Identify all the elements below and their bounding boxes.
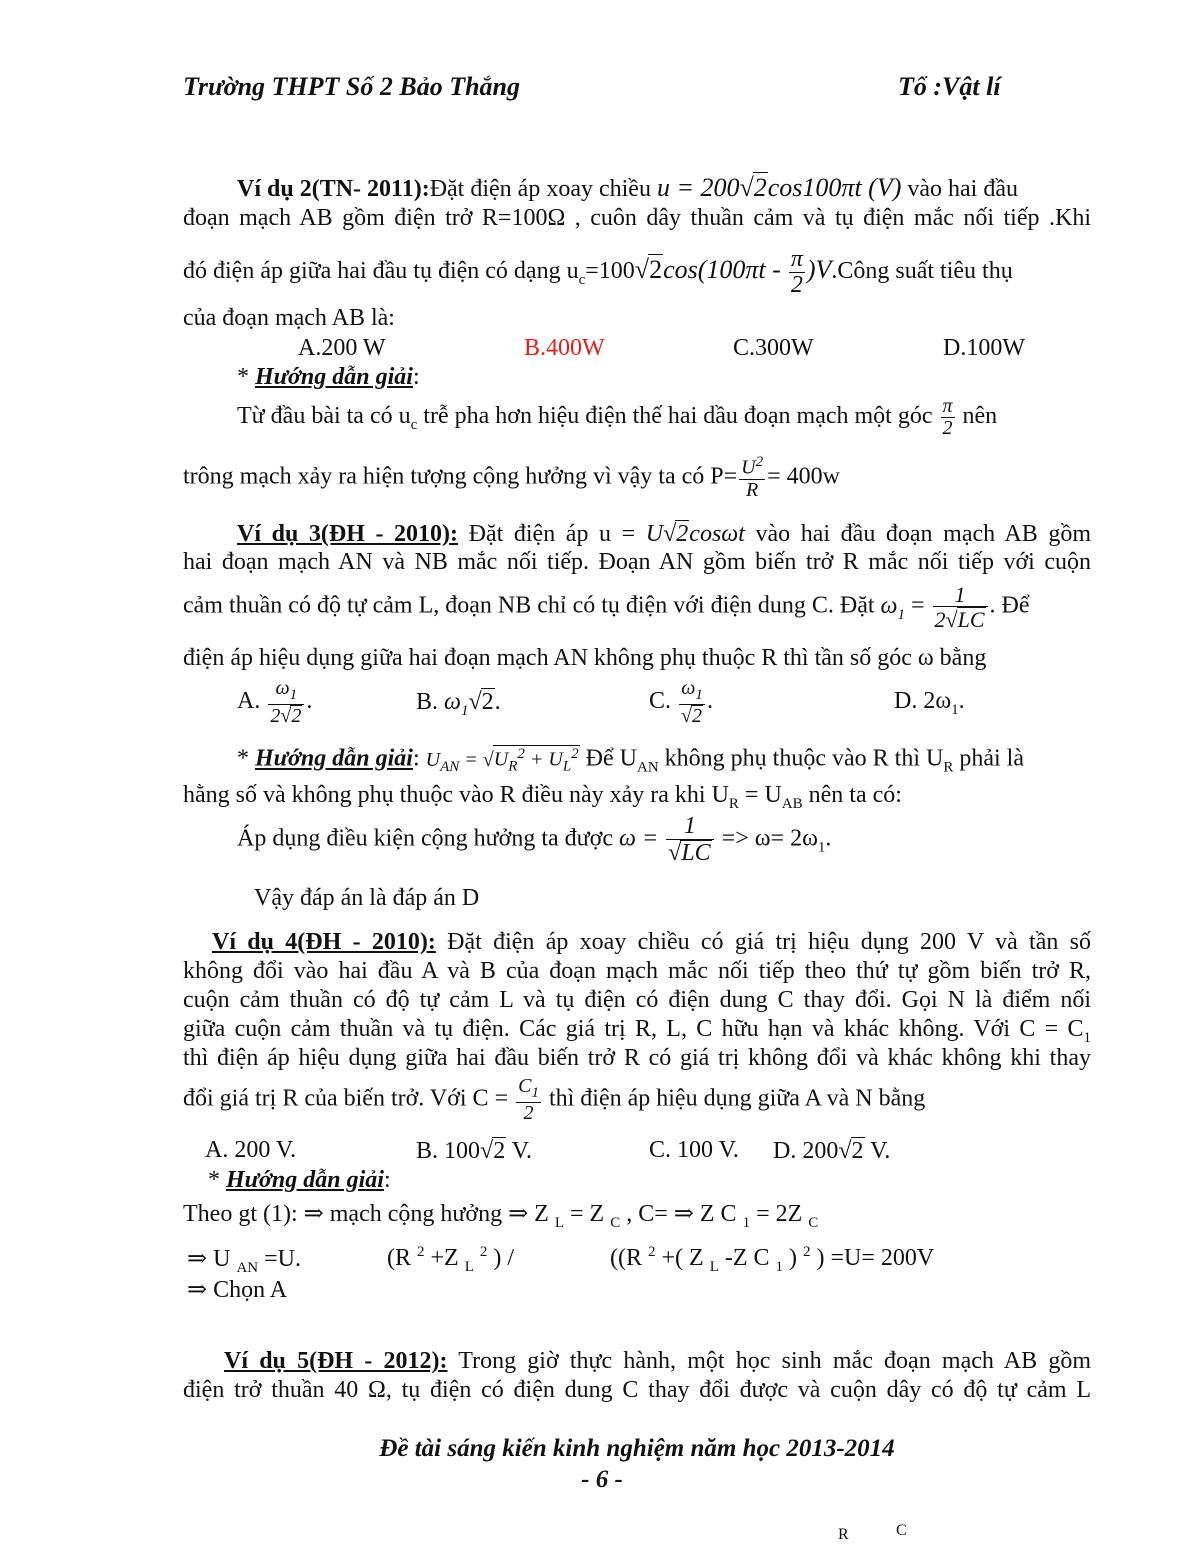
stray-label-r: R — [838, 1526, 849, 1543]
ex4-guide-heading: * Hướng dẫn giải: — [208, 1167, 391, 1193]
ex4-line-2: không đổi vào hai đầu A và B của đoạn mạch mắc nối tiếp theo thứ tự gồm biến trở R, — [183, 958, 1091, 984]
ex2-line-1: Ví dụ 2(TN- 2011):Đặt điện áp xoay chiều u = 200√2cos100πt (V) vào hai đầu — [237, 173, 1018, 202]
ex2-option-d: D.100W — [943, 335, 1025, 361]
ex4-option-d: D. 200√2 V. — [773, 1138, 891, 1164]
ex5-line-2: điện trở thuần 40 Ω, tụ điện có điện dung C thay đổi được và cuộn dây có độ tự cảm L — [183, 1377, 1091, 1403]
school-name: Trường THPT Số 2 Bảo Thắng — [183, 72, 520, 101]
footer-title: Đề tài sáng kiến kinh nghiệm năm học 2013-2014 — [379, 1435, 895, 1462]
ex2-formula: u = 200√2cos100πt (V) — [656, 173, 902, 202]
ex3-label: Ví dụ 3(ĐH - 2010): — [237, 521, 459, 547]
ex3-option-b: B. $\omega_1√2$. — [416, 689, 501, 719]
ex3-line-4: điện áp hiệu dụng giữa hai đoạn mạch AN không phụ thuộc R thì tần số góc ω bằng — [183, 645, 987, 671]
ex4-option-b: B. 100√2 V. — [416, 1138, 532, 1164]
ex4-option-a: A. 200 V. — [205, 1137, 297, 1163]
ex2-solution-1: Từ đầu bài ta có $u_c$ trễ pha hơn hiệu điện thế hai dầu đoạn mạch một góc $\frac{\pi}{2}$ nên — [237, 395, 998, 439]
ex2-option-b: B.400W — [524, 335, 605, 361]
ex3-option-c: C. $\frac{\omega_1}{√2}$ . — [649, 677, 713, 727]
ex3-option-a: A. $\frac{\omega_1}{2√2}$ . — [237, 677, 313, 727]
ex4-line-4: giữa cuộn cảm thuần và tụ điện. Các giá trị R, L, C hữu hạn và khác không. Với $C = C_1$ — [183, 1016, 1091, 1046]
ex2-solution-2: trông mạch xảy ra hiện tượng cộng hưởng vì vậy ta có P= $\frac{U^2}{R}$ = 400w — [183, 454, 840, 501]
ex2-guide-heading: * Hướng dẫn giải: — [237, 364, 420, 390]
ex4-solution-2: ⇒ U $_{AN}$ =U. — [187, 1246, 301, 1276]
ex4-line-3: cuộn cảm thuần có độ tự cảm L và tụ điện có điện dung C thay đổi. Gọi N là điểm nối — [183, 987, 1091, 1013]
ex3-solution-3: Áp dụng điều kiện cộng hưởng ta được ω = $\frac{1}{√LC}$ => $\omega= 2\omega_1$. — [237, 813, 832, 867]
ex3-line-1: Ví dụ 3(ĐH - 2010): Đặt điện áp u = U√2cosωt vào hai đầu đoạn mạch AB gồm — [237, 521, 1091, 547]
ex4-line-5: thì điện áp hiệu dụng giữa hai đầu biến trở R có giá trị không đổi và khác không khi thay — [183, 1045, 1091, 1071]
ex4-solution-2-mid: (R $^2$ +Z $_L$ $^2$ ) / — [387, 1244, 515, 1275]
ex3-line-2: hai đoạn mạch AN và NB mắc nối tiếp. Đoạn AN gồm biến trở R mắc nối tiếp với cuộn — [183, 549, 1091, 575]
ex3-guide-line: * Hướng dẫn giải: $U_{AN} = √U_R^2 + U_L^2$ Để $U_{AN}$ không phụ thuộc vào R thì $U_R$ phải là — [237, 745, 1024, 776]
ex5-label: Ví dụ 5(ĐH - 2012): — [224, 1348, 448, 1374]
ex4-label: Ví dụ 4(ĐH - 2010): — [212, 929, 436, 955]
ex4-answer: ⇒ Chọn A — [187, 1277, 288, 1303]
ex3-solution-2: hằng số và không phụ thuộc vào R điều này xảy ra khi $U_R = U_{AB}$ nên ta có: — [183, 782, 902, 812]
ex2-label: Ví dụ 2(TN- 2011): — [237, 176, 430, 202]
ex4-solution-1: Theo gt (1): ⇒ mạch cộng hưởng ⇒ Z $_L$ = Z $_C$ , C= ⇒ Z C $_1$ = 2Z $_C$ — [183, 1201, 819, 1231]
page-number: - 6 - — [581, 1466, 623, 1493]
ex2-option-a: A.200 W — [298, 335, 386, 361]
ex2-line-3: đó điện áp giữa hai đầu tụ điện có dạng $u_c=100√2\cos(100\pi t$ - $\frac{\pi}{2}$ )V.Công suất tiêu thụ — [183, 246, 1013, 299]
ex2-pi-over-2: $\frac{\pi}{2}$ — [790, 246, 803, 299]
ex4-solution-2-right: ((R $^2$ +( Z $_L$ -Z C $_1$ ) $^2$ ) =U= 200V — [610, 1244, 935, 1275]
ex3-conclusion: Vậy đáp án là đáp án D — [254, 885, 480, 911]
ex2-line-2: đoạn mạch AB gồm điện trở R=100Ω , cuôn dây thuần cảm và tụ điện mắc nối tiếp .Khi — [183, 205, 1091, 231]
ex4-option-c: C. 100 V. — [649, 1137, 739, 1163]
stray-label-c: C — [896, 1522, 907, 1539]
ex4-line-6: đổi giá trị R của biến trở. Với C = $\frac{C_1}{2}$ thì điện áp hiệu dụng giữa A và N bằng — [183, 1075, 926, 1124]
ex2-line-4: của đoạn mạch AB là: — [183, 305, 395, 331]
ex4-line-1: Ví dụ 4(ĐH - 2010): Đặt điện áp xoay chiều có giá trị hiệu dụng 200 V và tần số — [212, 929, 1091, 955]
ex3-line-3: cảm thuần có độ tự cảm L, đoạn NB chỉ có tụ điện với điện dung C. Đặt $\omega_1$ = $\frac{1}{2√LC}$ . Để — [183, 582, 1030, 633]
department-name: Tổ :Vật lí — [898, 72, 1001, 101]
ex3-option-d: D. $2\omega_1$. — [894, 688, 965, 718]
ex5-line-1: Ví dụ 5(ĐH - 2012): Trong giờ thực hành, một học sinh mắc đoạn mạch AB gồm — [224, 1348, 1091, 1374]
ex2-option-c: C.300W — [733, 335, 814, 361]
